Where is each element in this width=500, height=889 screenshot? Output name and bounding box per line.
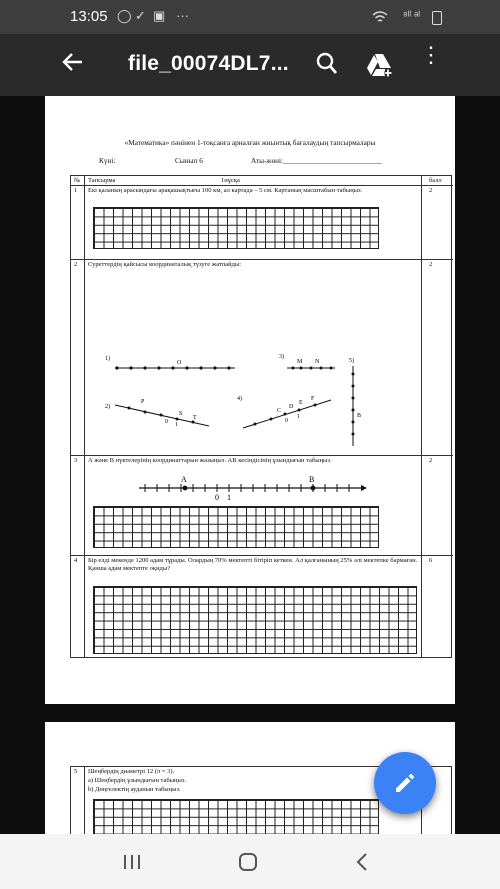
status-time: 13:05 — [70, 8, 108, 25]
app-bar — [0, 34, 500, 96]
day-label: Күні: — [99, 156, 116, 165]
fig4-point-c: C — [277, 408, 282, 414]
table-row — [71, 186, 453, 260]
row-task: А және В нүктелерінің координаттарын жазыңыз. АВ кесіндісінің ұзындығын табыңыз. — [88, 457, 332, 464]
coordinate-line-figures — [85, 350, 381, 450]
document-title: «Математика» пәнінен 1-тоқсанға арналған жиынтық бағалаудың тапсырмалары — [124, 138, 376, 147]
point-a-label: A — [181, 476, 187, 484]
system-nav-bar — [0, 834, 500, 889]
fig2-one: 1 — [175, 422, 178, 428]
answer-grid — [93, 506, 379, 548]
fig2-point-p: P — [141, 399, 145, 405]
one-label: 1 — [227, 493, 231, 502]
row-score: 2 — [429, 261, 433, 268]
table-row — [71, 456, 453, 556]
class-label: Сынып 6 — [175, 156, 203, 165]
document-page-1 — [45, 96, 455, 704]
check-download-icon: ✓ — [135, 8, 146, 23]
assessment-table — [70, 175, 452, 658]
fig3-point-n: N — [315, 359, 320, 365]
row-num: 5 — [74, 768, 78, 775]
file-title: file_00074DL7... — [128, 52, 289, 75]
home-icon[interactable] — [238, 852, 258, 872]
row-num: 3 — [74, 457, 78, 464]
battery-icon — [432, 11, 442, 25]
edit-fab-button[interactable] — [374, 752, 436, 814]
fig1-label: 1) — [105, 356, 110, 362]
row-task: Екі қаланың арасындағы арақашықтығы 100 км, ал картада – 5 см. Картаның масштабын табыңыз. — [88, 187, 363, 194]
fig2-zero: 0 — [165, 419, 168, 425]
point-b-label: B — [309, 476, 315, 484]
row-num: 4 — [74, 557, 78, 564]
name-label: Аты-жөні:___________________________ — [251, 156, 382, 165]
row-score: 2 — [429, 187, 433, 194]
header-num: № — [74, 177, 81, 184]
column-divider — [84, 767, 85, 834]
fig4-point-e: E — [299, 400, 303, 406]
header-score: балл — [429, 177, 442, 184]
nav-back-icon[interactable] — [356, 853, 368, 871]
fig5-label: 5) — [349, 358, 354, 364]
fig3-label: 3) — [279, 354, 284, 360]
wifi-icon — [372, 11, 388, 24]
fig5-point-b: B — [357, 413, 362, 419]
row-num: 2 — [74, 261, 78, 268]
fig4-point-d: D — [289, 404, 294, 410]
add-to-drive-icon[interactable] — [366, 52, 394, 78]
header-task: Тапсырма — [88, 177, 116, 184]
recents-icon[interactable] — [123, 854, 141, 870]
table-row — [71, 556, 453, 659]
answer-grid — [93, 207, 379, 249]
fig4-zero: 0 — [285, 418, 288, 424]
status-bar — [0, 0, 500, 34]
row-task-line2: а) Шеңбердің ұзындығын табыңыз. — [88, 777, 187, 784]
row-task: Бір елді мекенде 1200 адам тұрады. Олардың 70% мектепті бітіріп кеткен. Ал қалғанының 25% әлі мектепке бармаған. Қанша адам мектепте оқиды? — [88, 557, 418, 572]
edit-pencil-icon — [393, 771, 417, 795]
arrow-back-icon[interactable] — [62, 49, 84, 80]
fig1-point-o: O — [177, 360, 182, 366]
table-header — [71, 176, 453, 186]
row-task-line3: b) Дөңгелектің ауданын табыңыз. — [88, 786, 181, 793]
signal-icon: ⁸ˡˡ ᵃˡ — [403, 10, 420, 22]
header-variant: 1нұсқа — [221, 177, 240, 184]
fig4-one: 1 — [297, 414, 300, 420]
table-row — [71, 260, 453, 456]
row-num: 1 — [74, 187, 78, 194]
number-line-figure — [131, 476, 371, 502]
row-score: 2 — [429, 457, 433, 464]
pdf-viewer[interactable] — [0, 96, 500, 834]
fig4-label: 4) — [237, 396, 242, 402]
whatsapp-icon: ◯ — [117, 8, 132, 23]
fig3-point-m: M — [297, 359, 303, 365]
image-icon: ▣ — [153, 8, 166, 23]
search-icon[interactable] — [316, 52, 338, 76]
row-task-line1: Шеңбердің диаметрі 12 (π = 3). — [88, 768, 175, 775]
more-vert-icon[interactable]: ⋮ — [420, 42, 442, 67]
row-score: 6 — [429, 557, 433, 564]
fig2-point-t: T — [193, 415, 197, 421]
fig2-point-s: S — [179, 411, 183, 417]
more-dots-icon: ··· — [176, 8, 189, 23]
answer-grid — [93, 799, 379, 834]
fig4-point-f: F — [311, 396, 315, 402]
answer-grid — [93, 586, 417, 654]
fig2-label: 2) — [105, 404, 110, 410]
zero-label: 0 — [215, 493, 219, 502]
row-task: Суреттердің қайсысы координаталық түзуге жатпайды: — [88, 261, 242, 268]
